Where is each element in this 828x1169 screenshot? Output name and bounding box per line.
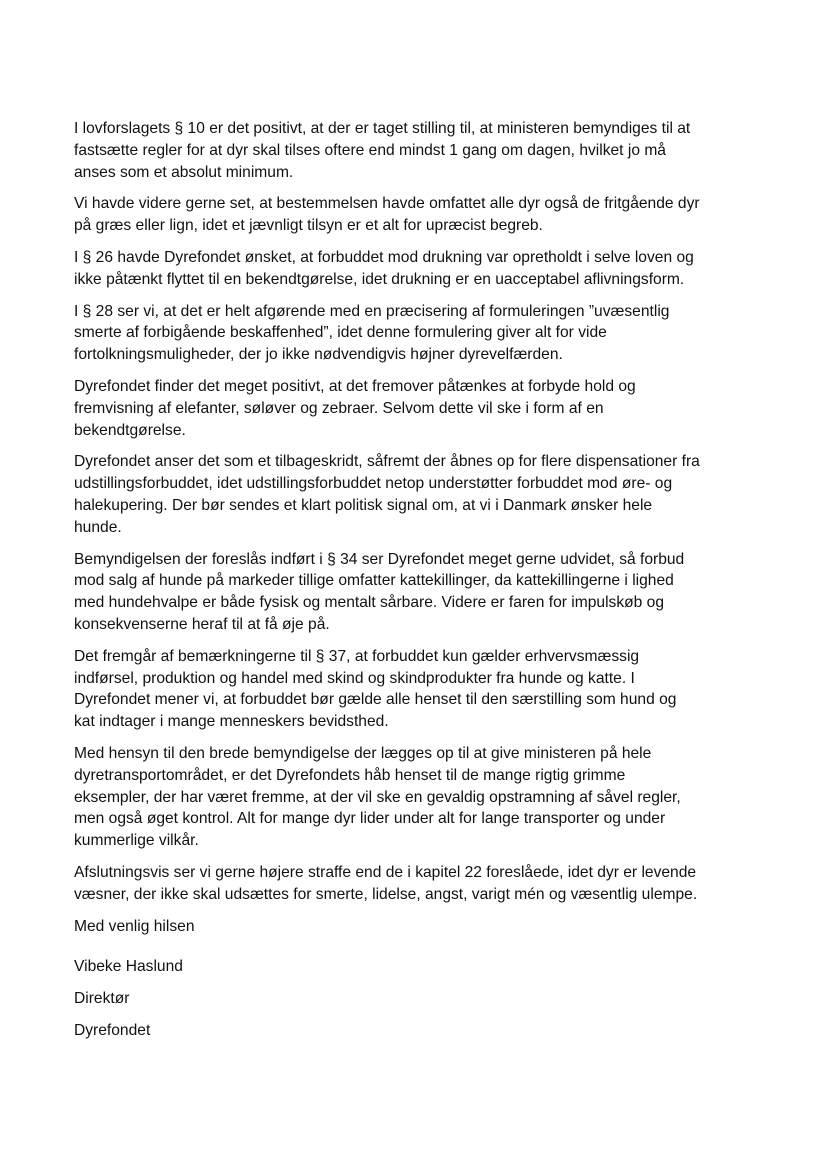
signatory-title: Direktør [74,989,130,1007]
paragraph-supervision: Vi havde videre gerne set, at bestemmelsen havde omfattet alle dyr også de fritgående dyr på græs eller lign, idet et jævnligt tilsyn er et alt for upræcist begreb. [74,195,700,235]
signature-block [74,956,474,1051]
closing-greeting: Med venlig hilsen [74,917,195,935]
letter-body [74,118,774,947]
paragraph-exhibition-ban: Dyrefondet anser det som et tilbageskridt, såfremt der åbnes op for flere dispensationer fra udstillingsforbuddet, idet udstillingsforbuddet netop understøtter forbuddet mod øre- og halekupering. Der bør sendes et klart politisk signal om, at vi i Danmark ønsker hele hunde. [74,453,700,536]
signatory-organization: Dyrefondet [74,1021,151,1039]
paragraph-section-28: I § 28 ser vi, at det er helt afgørende med en præcisering af formuleringen ”uvæsentlig smerte af forbigående beskaffenhed”, idet denne formulering giver alt for vide fortolkningsmuligheder, der jo ikke nødvendigvis højner dyrevelfærden. [74,302,670,364]
paragraph-penalties: Afslutningsvis ser vi gerne højere straffe end de i kapitel 22 foreslåede, idet dyr er levende væsner, der ikke skal udsættes for smerte, lidelse, angst, varigt mén og væsentlig ulempe. [74,863,698,903]
paragraph-exotic-animals: Dyrefondet finder det meget positivt, at det fremover påtænkes at forbyde hold og fremvisning af elefanter, søløver og zebraer. Selvom dette vil ske i form af en bekendtgørelse. [74,377,636,439]
paragraph-transport: Med hensyn til den brede bemyndigelse der lægges op til at give ministeren på hele dyretransportområdet, er det Dyrefondets håb henset til de mange rigtig grimme eksempler, der har været fremme, at der vil ske en gevaldig opstramning af såvel regler, men også øget kontrol. Alt for mange dyr lider under alt for lange transporter og under kummerlige vilkår. [74,744,681,850]
signatory-name: Vibeke Haslund [74,958,183,975]
paragraph-section-34: Bemyndigelsen der foreslås indført i § 34 ser Dyrefondet meget gerne udvidet, så forbud mod salg af hunde på markeder tillige omfatter kattekillinger, da kattekillingerne i lighed med hundehvalpe er både fysisk og mentalt sårbare. Videre er faren for impulskøb og konsekvenserne heraf til at få øje på. [74,550,685,633]
paragraph-section-10: I lovforslagets § 10 er det positivt, at der er taget stilling til, at ministeren bemyndiges til at fastsætte regler for at dyr skal tilses oftere end mindst 1 gang om dagen, hvilket jo må anses som et absolut minimum. [74,120,691,181]
paragraph-section-26: I § 26 havde Dyrefondet ønsket, at forbuddet mod drukning var opretholdt i selve loven og ikke påtænkt flyttet til en bekendtgørelse, idet drukning er en uacceptabel aflivningsform. [74,248,694,288]
paragraph-section-37: Det fremgår af bemærkningerne til § 37, at forbuddet kun gælder erhvervsmæssig indførsel, produktion og handel med skind og skindprodukter fra hunde og katte. I Dyrefondet mener vi, at forbuddet bør gælde alle henset til den særstilling som hund og kat indtager i mange menneskers bevidsthed. [74,647,677,731]
